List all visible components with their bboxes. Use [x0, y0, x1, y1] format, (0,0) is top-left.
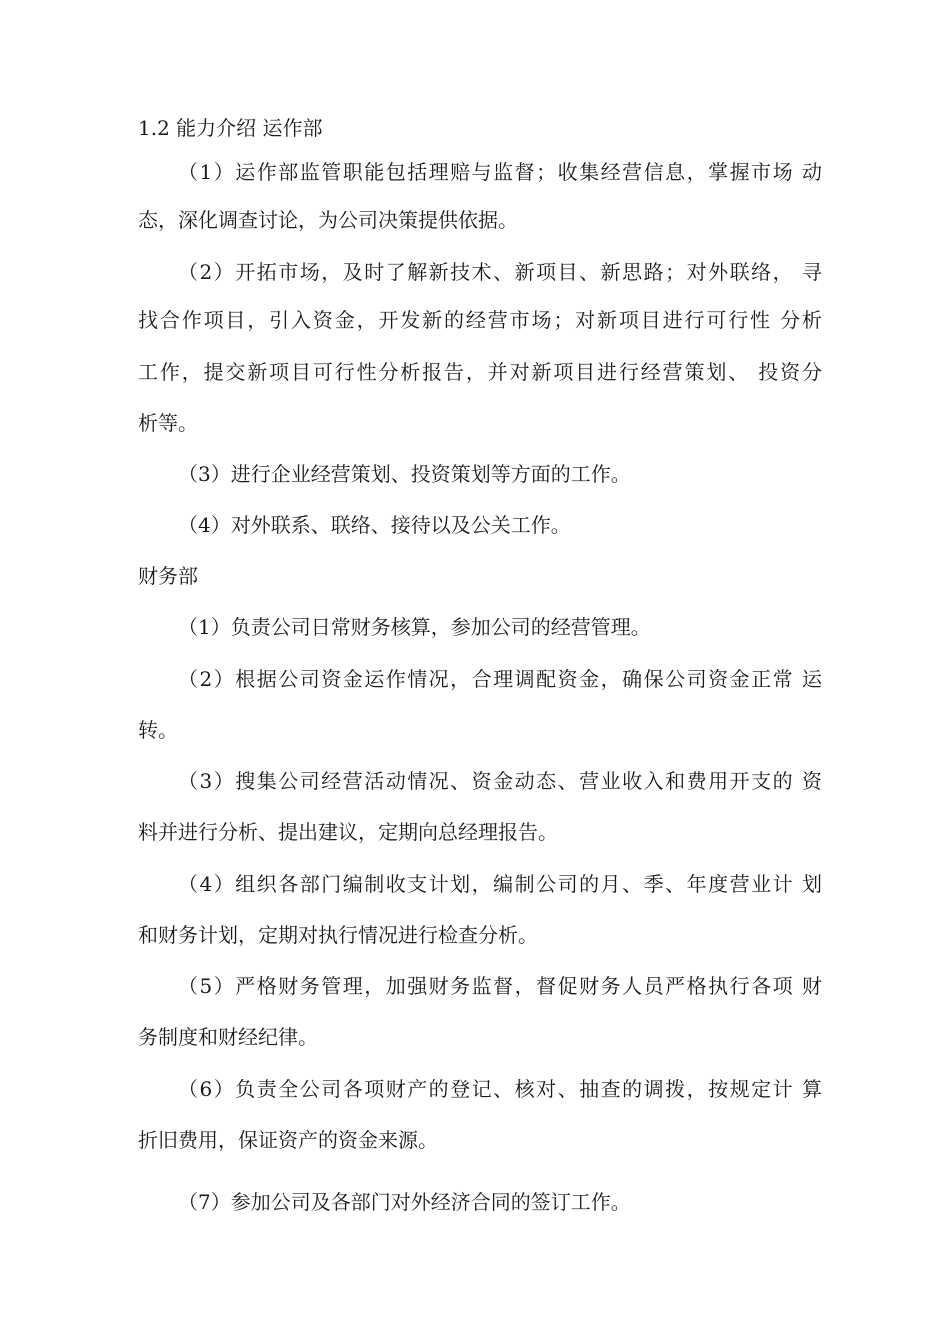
ops-item-1-line-1: （1）运作部监管职能包括理赔与监督；收集经营信息，掌握市场 动: [178, 160, 822, 184]
ops-item-2-line-4: 析等。: [138, 411, 198, 435]
finance-item-1: （1）负责公司日常财务核算，参加公司的经营管理。: [178, 615, 651, 639]
finance-item-5-line-1: （5）严格财务管理，加强财务监督，督促财务人员严格执行各项 财: [178, 974, 822, 998]
ops-item-3: （3）进行企业经营策划、投资策划等方面的工作。: [178, 462, 631, 486]
finance-item-6-line-2: 折旧费用，保证资产的资金来源。: [138, 1128, 438, 1152]
finance-heading: 财务部: [138, 564, 198, 588]
ops-item-2-line-3: 工作，提交新项目可行性分析报告，并对新项目进行经营策划、 投资分: [138, 360, 822, 384]
finance-item-6-line-1: （6）负责全公司各项财产的登记、核对、抽查的调拨，按规定计 算: [178, 1077, 822, 1101]
ops-item-1-line-2: 态，深化调查讨论，为公司决策提供依据。: [138, 208, 518, 232]
finance-item-3-line-1: （3）搜集公司经营活动情况、资金动态、营业收入和费用开支的 资: [178, 769, 822, 793]
finance-item-4-line-1: （4）组织各部门编制收支计划，编制公司的月、季、年度营业计 划: [178, 872, 822, 896]
finance-item-5-line-2: 务制度和财经纪律。: [138, 1025, 318, 1049]
ops-item-2-line-2: 找合作项目，引入资金，开发新的经营市场；对新项目进行可行性 分析: [138, 308, 822, 332]
finance-item-4-line-2: 和财务计划，定期对执行情况进行检查分析。: [138, 923, 538, 947]
ops-item-4: （4）对外联系、联络、接待以及公关工作。: [178, 513, 571, 537]
finance-item-2-line-2: 转。: [138, 718, 178, 742]
section-heading: 1.2 能力介绍 运作部: [138, 116, 323, 140]
finance-item-3-line-2: 料并进行分析、提出建议，定期向总经理报告。: [138, 820, 558, 844]
finance-item-7: （7）参加公司及各部门对外经济合同的签订工作。: [178, 1190, 631, 1214]
ops-item-2-line-1: （2）开拓市场，及时了解新技术、新项目、新思路；对外联络， 寻: [178, 260, 822, 284]
finance-item-2-line-1: （2）根据公司资金运作情况，合理调配资金，确保公司资金正常 运: [178, 667, 822, 691]
